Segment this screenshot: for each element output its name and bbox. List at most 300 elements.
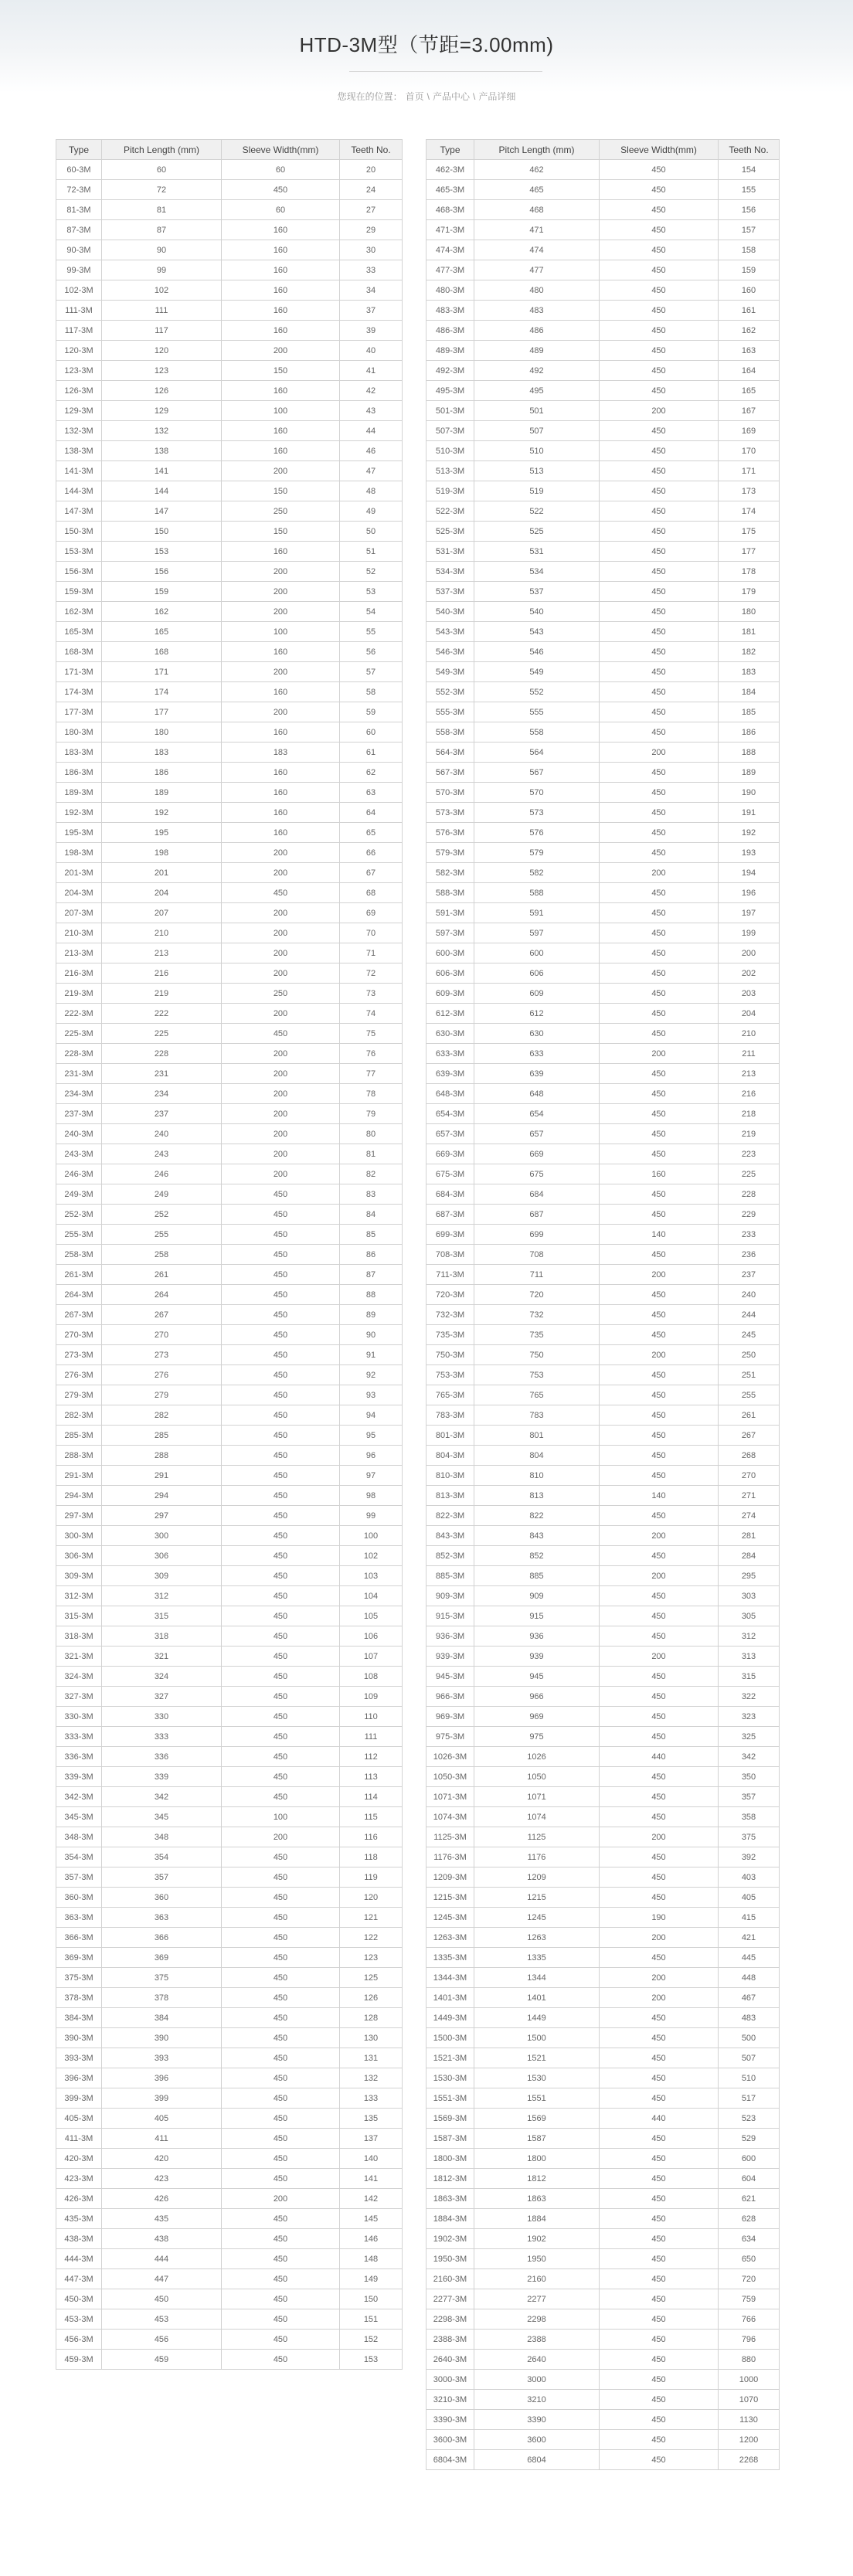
table-row [426, 622, 780, 642]
cell-pitch-length: 348 [102, 1827, 222, 1847]
cell-pitch-length: 492 [474, 361, 600, 381]
cell-sleeve-width: 450 [600, 562, 719, 582]
cell-pitch-length: 564 [474, 743, 600, 763]
cell-sleeve-width: 200 [222, 2189, 340, 2209]
cell-sleeve-width: 100 [222, 622, 340, 642]
cell-type: 261-3M [56, 1265, 102, 1285]
breadcrumb-current: 产品详细 [478, 91, 516, 102]
cell-type: 345-3M [56, 1807, 102, 1827]
cell-teeth-no: 64 [340, 803, 403, 823]
cell-pitch-length: 606 [474, 963, 600, 984]
cell-teeth-no: 342 [719, 1747, 780, 1767]
table-row [56, 2028, 403, 2048]
cell-teeth-no: 204 [719, 1004, 780, 1024]
table-row [426, 1847, 780, 1867]
cell-pitch-length: 1551 [474, 2088, 600, 2109]
cell-sleeve-width: 450 [600, 301, 719, 321]
cell-pitch-length: 120 [102, 341, 222, 361]
cell-type: 318-3M [56, 1626, 102, 1647]
cell-type: 609-3M [426, 984, 474, 1004]
cell-type: 1245-3M [426, 1908, 474, 1928]
cell-pitch-length: 510 [474, 441, 600, 461]
cell-pitch-length: 426 [102, 2189, 222, 2209]
cell-pitch-length: 123 [102, 361, 222, 381]
cell-type: 525-3M [426, 522, 474, 542]
cell-type: 720-3M [426, 1285, 474, 1305]
cell-type: 477-3M [426, 260, 474, 280]
cell-type: 975-3M [426, 1727, 474, 1747]
cell-sleeve-width: 450 [600, 421, 719, 441]
cell-teeth-no: 51 [340, 542, 403, 562]
cell-type: 324-3M [56, 1667, 102, 1687]
cell-sleeve-width: 200 [600, 743, 719, 763]
cell-pitch-length: 1176 [474, 1847, 600, 1867]
cell-pitch-length: 282 [102, 1405, 222, 1426]
cell-teeth-no: 60 [340, 722, 403, 743]
table-row [426, 1004, 780, 1024]
table-row [56, 2269, 403, 2289]
cell-teeth-no: 118 [340, 1847, 403, 1867]
header-pitch-length: Pitch Length (mm) [474, 140, 600, 160]
cell-pitch-length: 537 [474, 582, 600, 602]
cell-teeth-no: 163 [719, 341, 780, 361]
table-row [56, 562, 403, 582]
cell-type: 240-3M [56, 1124, 102, 1144]
cell-pitch-length: 138 [102, 441, 222, 461]
cell-pitch-length: 1074 [474, 1807, 600, 1827]
cell-sleeve-width: 200 [600, 1345, 719, 1365]
cell-type: 207-3M [56, 903, 102, 923]
table-row [426, 421, 780, 441]
cell-sleeve-width: 450 [222, 2008, 340, 2028]
table-row [56, 280, 403, 301]
cell-type: 237-3M [56, 1104, 102, 1124]
table-row [56, 1245, 403, 1265]
table-row [426, 481, 780, 501]
table-row [56, 1365, 403, 1385]
table-row [426, 1506, 780, 1526]
cell-type: 801-3M [426, 1426, 474, 1446]
cell-type: 489-3M [426, 341, 474, 361]
cell-teeth-no: 165 [719, 381, 780, 401]
cell-sleeve-width: 450 [600, 2068, 719, 2088]
table-row [426, 1325, 780, 1345]
cell-pitch-length: 1335 [474, 1948, 600, 1968]
cell-sleeve-width: 450 [222, 180, 340, 200]
cell-pitch-length: 222 [102, 1004, 222, 1024]
cell-type: 273-3M [56, 1345, 102, 1365]
table-row [56, 2289, 403, 2309]
cell-teeth-no: 39 [340, 321, 403, 341]
table-row [56, 2048, 403, 2068]
cell-teeth-no: 261 [719, 1405, 780, 1426]
table-row [56, 823, 403, 843]
cell-pitch-length: 513 [474, 461, 600, 481]
cell-sleeve-width: 60 [222, 160, 340, 180]
cell-teeth-no: 115 [340, 1807, 403, 1827]
cell-sleeve-width: 450 [600, 2430, 719, 2450]
cell-teeth-no: 89 [340, 1305, 403, 1325]
cell-sleeve-width: 450 [600, 1104, 719, 1124]
table-row [426, 280, 780, 301]
cell-sleeve-width: 450 [600, 2350, 719, 2370]
cell-teeth-no: 219 [719, 1124, 780, 1144]
table-row [426, 401, 780, 421]
cell-type: 348-3M [56, 1827, 102, 1847]
table-row [426, 2129, 780, 2149]
cell-teeth-no: 44 [340, 421, 403, 441]
cell-type: 2388-3M [426, 2330, 474, 2350]
cell-pitch-length: 555 [474, 702, 600, 722]
cell-pitch-length: 969 [474, 1707, 600, 1727]
cell-sleeve-width: 183 [222, 743, 340, 763]
cell-sleeve-width: 450 [222, 1385, 340, 1405]
cell-type: 735-3M [426, 1325, 474, 1345]
cell-sleeve-width: 450 [600, 984, 719, 1004]
cell-teeth-no: 43 [340, 401, 403, 421]
cell-sleeve-width: 190 [600, 1908, 719, 1928]
cell-type: 3390-3M [426, 2410, 474, 2430]
cell-teeth-no: 69 [340, 903, 403, 923]
cell-sleeve-width: 450 [600, 763, 719, 783]
cell-pitch-length: 465 [474, 180, 600, 200]
cell-teeth-no: 357 [719, 1787, 780, 1807]
cell-pitch-length: 852 [474, 1546, 600, 1566]
cell-sleeve-width: 450 [222, 1767, 340, 1787]
cell-type: 390-3M [56, 2028, 102, 2048]
cell-pitch-length: 1209 [474, 1867, 600, 1888]
cell-sleeve-width: 450 [600, 2149, 719, 2169]
cell-sleeve-width: 60 [222, 200, 340, 220]
cell-teeth-no: 91 [340, 1345, 403, 1365]
cell-pitch-length: 276 [102, 1365, 222, 1385]
cell-sleeve-width: 160 [222, 682, 340, 702]
cell-sleeve-width: 450 [222, 1847, 340, 1867]
cell-type: 630-3M [426, 1024, 474, 1044]
cell-teeth-no: 29 [340, 220, 403, 240]
cell-teeth-no: 80 [340, 1124, 403, 1144]
cell-pitch-length: 2640 [474, 2350, 600, 2370]
cell-sleeve-width: 450 [600, 662, 719, 682]
table-row [426, 943, 780, 963]
table-row [56, 2008, 403, 2028]
table-row [56, 1426, 403, 1446]
table-row [56, 401, 403, 421]
table-row [426, 1787, 780, 1807]
cell-teeth-no: 106 [340, 1626, 403, 1647]
cell-type: 483-3M [426, 301, 474, 321]
cell-teeth-no: 30 [340, 240, 403, 260]
table-row [426, 2189, 780, 2209]
table-row [426, 1586, 780, 1606]
cell-teeth-no: 284 [719, 1546, 780, 1566]
cell-teeth-no: 233 [719, 1225, 780, 1245]
cell-pitch-length: 264 [102, 1285, 222, 1305]
cell-pitch-length: 522 [474, 501, 600, 522]
table-row [426, 1365, 780, 1385]
cell-pitch-length: 129 [102, 401, 222, 421]
table-row [426, 1566, 780, 1586]
cell-pitch-length: 273 [102, 1345, 222, 1365]
cell-type: 141-3M [56, 461, 102, 481]
breadcrumb-products-link[interactable]: 产品中心 [433, 91, 471, 102]
cell-type: 936-3M [426, 1626, 474, 1647]
cell-sleeve-width: 450 [222, 1245, 340, 1265]
cell-type: 6804-3M [426, 2450, 474, 2470]
cell-type: 1215-3M [426, 1888, 474, 1908]
cell-sleeve-width: 450 [600, 1024, 719, 1044]
cell-teeth-no: 62 [340, 763, 403, 783]
cell-pitch-length: 270 [102, 1325, 222, 1345]
cell-pitch-length: 519 [474, 481, 600, 501]
cell-teeth-no: 67 [340, 863, 403, 883]
cell-type: 540-3M [426, 602, 474, 622]
cell-sleeve-width: 450 [600, 481, 719, 501]
table-row [56, 702, 403, 722]
cell-type: 687-3M [426, 1205, 474, 1225]
cell-pitch-length: 267 [102, 1305, 222, 1325]
cell-type: 915-3M [426, 1606, 474, 1626]
cell-sleeve-width: 450 [600, 642, 719, 662]
cell-type: 171-3M [56, 662, 102, 682]
cell-sleeve-width: 200 [222, 1124, 340, 1144]
cell-pitch-length: 375 [102, 1968, 222, 1988]
cell-teeth-no: 141 [340, 2169, 403, 2189]
cell-teeth-no: 169 [719, 421, 780, 441]
cell-pitch-length: 1884 [474, 2209, 600, 2229]
cell-type: 252-3M [56, 1205, 102, 1225]
table-row [56, 381, 403, 401]
cell-sleeve-width: 450 [600, 843, 719, 863]
cell-pitch-length: 252 [102, 1205, 222, 1225]
cell-teeth-no: 121 [340, 1908, 403, 1928]
cell-sleeve-width: 450 [222, 1546, 340, 1566]
cell-type: 264-3M [56, 1285, 102, 1305]
cell-type: 330-3M [56, 1707, 102, 1727]
cell-teeth-no: 529 [719, 2129, 780, 2149]
cell-type: 537-3M [426, 582, 474, 602]
cell-sleeve-width: 200 [600, 1044, 719, 1064]
cell-pitch-length: 735 [474, 1325, 600, 1345]
cell-type: 354-3M [56, 1847, 102, 1867]
cell-sleeve-width: 450 [222, 1325, 340, 1345]
cell-type: 276-3M [56, 1365, 102, 1385]
table-row [426, 1064, 780, 1084]
cell-teeth-no: 267 [719, 1426, 780, 1446]
cell-teeth-no: 112 [340, 1747, 403, 1767]
cell-type: 360-3M [56, 1888, 102, 1908]
table-row [426, 1084, 780, 1104]
cell-teeth-no: 90 [340, 1325, 403, 1345]
cell-sleeve-width: 450 [600, 1707, 719, 1727]
cell-pitch-length: 126 [102, 381, 222, 401]
cell-type: 174-3M [56, 682, 102, 702]
cell-sleeve-width: 160 [222, 240, 340, 260]
cell-teeth-no: 216 [719, 1084, 780, 1104]
cell-type: 711-3M [426, 1265, 474, 1285]
cell-teeth-no: 49 [340, 501, 403, 522]
cell-teeth-no: 140 [340, 2149, 403, 2169]
table-row [426, 903, 780, 923]
cell-sleeve-width: 450 [600, 522, 719, 542]
cell-sleeve-width: 450 [600, 1144, 719, 1164]
table-row [56, 260, 403, 280]
cell-pitch-length: 567 [474, 763, 600, 783]
cell-sleeve-width: 450 [600, 2028, 719, 2048]
cell-pitch-length: 609 [474, 984, 600, 1004]
cell-type: 117-3M [56, 321, 102, 341]
table-row [56, 1948, 403, 1968]
cell-sleeve-width: 450 [222, 1867, 340, 1888]
cell-teeth-no: 210 [719, 1024, 780, 1044]
breadcrumb-home-link[interactable]: 首页 [405, 91, 424, 102]
table-row [56, 1667, 403, 1687]
cell-type: 783-3M [426, 1405, 474, 1426]
table-row [426, 1024, 780, 1044]
cell-sleeve-width: 250 [222, 984, 340, 1004]
cell-teeth-no: 77 [340, 1064, 403, 1084]
table-row [426, 1867, 780, 1888]
cell-type: 567-3M [426, 763, 474, 783]
cell-teeth-no: 70 [340, 923, 403, 943]
cell-type: 228-3M [56, 1044, 102, 1064]
cell-teeth-no: 199 [719, 923, 780, 943]
table-row [426, 321, 780, 341]
cell-type: 708-3M [426, 1245, 474, 1265]
cell-pitch-length: 288 [102, 1446, 222, 1466]
cell-pitch-length: 369 [102, 1948, 222, 1968]
cell-sleeve-width: 200 [600, 1566, 719, 1586]
table-row [426, 2350, 780, 2370]
cell-pitch-length: 654 [474, 1104, 600, 1124]
table-body-right [426, 160, 780, 2470]
cell-sleeve-width: 450 [600, 1285, 719, 1305]
cell-teeth-no: 104 [340, 1586, 403, 1606]
cell-teeth-no: 483 [719, 2008, 780, 2028]
cell-sleeve-width: 450 [222, 1466, 340, 1486]
cell-type: 699-3M [426, 1225, 474, 1245]
cell-type: 462-3M [426, 160, 474, 180]
cell-type: 558-3M [426, 722, 474, 743]
cell-pitch-length: 147 [102, 501, 222, 522]
cell-pitch-length: 1569 [474, 2109, 600, 2129]
cell-type: 1176-3M [426, 1847, 474, 1867]
table-row [56, 783, 403, 803]
table-row [56, 361, 403, 381]
cell-pitch-length: 243 [102, 1144, 222, 1164]
cell-pitch-length: 153 [102, 542, 222, 562]
cell-type: 468-3M [426, 200, 474, 220]
header-type: Type [426, 140, 474, 160]
cell-pitch-length: 207 [102, 903, 222, 923]
cell-teeth-no: 171 [719, 461, 780, 481]
cell-pitch-length: 471 [474, 220, 600, 240]
cell-pitch-length: 1812 [474, 2169, 600, 2189]
cell-sleeve-width: 450 [222, 1586, 340, 1606]
cell-pitch-length: 342 [102, 1787, 222, 1807]
cell-pitch-length: 102 [102, 280, 222, 301]
title-divider [349, 71, 542, 72]
cell-type: 234-3M [56, 1084, 102, 1104]
cell-pitch-length: 117 [102, 321, 222, 341]
cell-pitch-length: 582 [474, 863, 600, 883]
cell-type: 1344-3M [426, 1968, 474, 1988]
cell-teeth-no: 24 [340, 180, 403, 200]
cell-pitch-length: 201 [102, 863, 222, 883]
cell-pitch-length: 804 [474, 1446, 600, 1466]
cell-type: 684-3M [426, 1184, 474, 1205]
cell-sleeve-width: 450 [600, 783, 719, 803]
cell-pitch-length: 813 [474, 1486, 600, 1506]
table-row [426, 682, 780, 702]
cell-teeth-no: 96 [340, 1446, 403, 1466]
cell-teeth-no: 350 [719, 1767, 780, 1787]
cell-teeth-no: 510 [719, 2068, 780, 2088]
cell-type: 1263-3M [426, 1928, 474, 1948]
cell-sleeve-width: 450 [222, 1787, 340, 1807]
cell-pitch-length: 2160 [474, 2269, 600, 2289]
cell-sleeve-width: 450 [600, 441, 719, 461]
cell-teeth-no: 315 [719, 1667, 780, 1687]
cell-pitch-length: 612 [474, 1004, 600, 1024]
cell-pitch-length: 87 [102, 220, 222, 240]
table-row [426, 1948, 780, 1968]
table-row [426, 1727, 780, 1747]
cell-sleeve-width: 450 [600, 1807, 719, 1827]
cell-teeth-no: 191 [719, 803, 780, 823]
cell-sleeve-width: 200 [600, 1647, 719, 1667]
cell-pitch-length: 750 [474, 1345, 600, 1365]
cell-sleeve-width: 450 [600, 1767, 719, 1787]
table-row [426, 1345, 780, 1365]
cell-type: 1800-3M [426, 2149, 474, 2169]
table-row [56, 1847, 403, 1867]
cell-sleeve-width: 200 [222, 702, 340, 722]
cell-sleeve-width: 200 [600, 1827, 719, 1847]
cell-sleeve-width: 160 [222, 321, 340, 341]
cell-pitch-length: 189 [102, 783, 222, 803]
cell-teeth-no: 274 [719, 1506, 780, 1526]
table-row [426, 2370, 780, 2390]
cell-teeth-no: 185 [719, 702, 780, 722]
cell-sleeve-width: 450 [600, 943, 719, 963]
cell-type: 132-3M [56, 421, 102, 441]
cell-teeth-no: 192 [719, 823, 780, 843]
cell-sleeve-width: 450 [600, 1365, 719, 1385]
cell-teeth-no: 245 [719, 1325, 780, 1345]
cell-sleeve-width: 200 [222, 863, 340, 883]
cell-type: 309-3M [56, 1566, 102, 1586]
cell-sleeve-width: 450 [600, 1948, 719, 1968]
cell-pitch-length: 1071 [474, 1787, 600, 1807]
cell-sleeve-width: 450 [222, 2048, 340, 2068]
cell-sleeve-width: 450 [600, 2289, 719, 2309]
table-row [426, 1466, 780, 1486]
cell-teeth-no: 105 [340, 1606, 403, 1626]
cell-type: 732-3M [426, 1305, 474, 1325]
cell-pitch-length: 294 [102, 1486, 222, 1506]
cell-sleeve-width: 450 [600, 1004, 719, 1024]
table-row [426, 1225, 780, 1245]
cell-teeth-no: 621 [719, 2189, 780, 2209]
table-row [426, 1807, 780, 1827]
cell-sleeve-width: 450 [600, 1466, 719, 1486]
cell-type: 219-3M [56, 984, 102, 1004]
cell-pitch-length: 390 [102, 2028, 222, 2048]
table-row [426, 1928, 780, 1948]
cell-sleeve-width: 450 [600, 1064, 719, 1084]
cell-pitch-length: 474 [474, 240, 600, 260]
